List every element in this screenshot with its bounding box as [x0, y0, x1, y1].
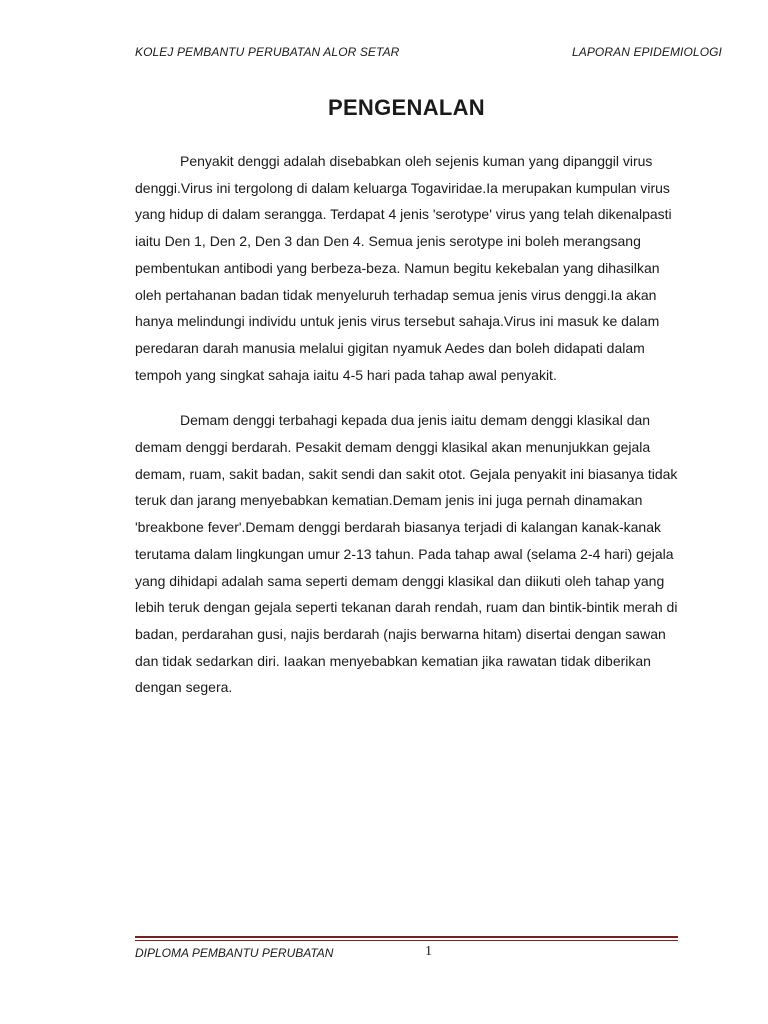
paragraph-2: Demam denggi terbahagi kepada dua jenis iaitu demam denggi klasikal dan demam denggi berdarah. Pesakit demam denggi klasikal akan menunjukkan gejala demam, ruam, sakit badan, sakit sendi dan sakit otot. Gejala penyakit ini biasanya tidak teruk dan jarang menyebabkan kematian.Demam jenis ini juga pernah dinamakan 'breakbone fever'.Demam denggi berdarah biasanya terjadi di kalangan kanak-kanak terutama dalam lingkungan umur 2-13 tahun. Pada tahap awal (selama 2-4 hari) gejala yang dihidapi adalah sama seperti demam denggi klasikal dan diikuti oleh tahap yang lebih teruk dengan gejala seperti tekanan darah rendah, ruam dan bintik-bintik merah di badan, perdarahan gusi, najis berdarah (najis berwarna hitam) disertai dengan sawan dan tidak sedarkan diri. Iaakan menyebabkan kematian jika rawatan tidak diberikan dengan segera. [135, 412, 678, 696]
page-header [135, 45, 722, 61]
header-institution: KOLEJ PEMBANTU PERUBATAN ALOR SETAR [135, 45, 400, 59]
body-text [135, 148, 683, 720]
paragraph-1: Penyakit denggi adalah disebabkan oleh sejenis kuman yang dipanggil virus denggi.Virus ini tergolong di dalam keluarga Togaviridae.Ia merupakan kumpulan virus yang hidup di dalam serangga. Terdapat 4 jenis 'serotype' virus yang telah dikenalpasti iaitu Den 1, Den 2, Den 3 dan Den 4. Semua jenis serotype ini boleh merangsang pembentukan antibodi yang berbeza-beza. Namun begitu kekebalan yang dihasilkan oleh pertahanan badan tidak menyeluruh terhadap semua jenis virus denggi.Ia akan hanya melindungi individu untuk jenis virus tersebut sahaja.Virus ini masuk ke dalam peredaran darah manusia melalui gigitan nyamuk Aedes dan boleh didapati dalam tempoh yang singkat sahaja iaitu 4-5 hari pada tahap awal penyakit. [135, 153, 672, 383]
page-number: 1 [425, 944, 432, 959]
footer-rule-thin [135, 940, 678, 941]
footer-rule-thick [135, 936, 678, 938]
header-report-title: LAPORAN EPIDEMIOLOGI [571, 45, 722, 59]
section-title: PENGENALAN [327, 95, 485, 120]
footer-program: DIPLOMA PEMBANTU PERUBATAN [135, 946, 334, 960]
